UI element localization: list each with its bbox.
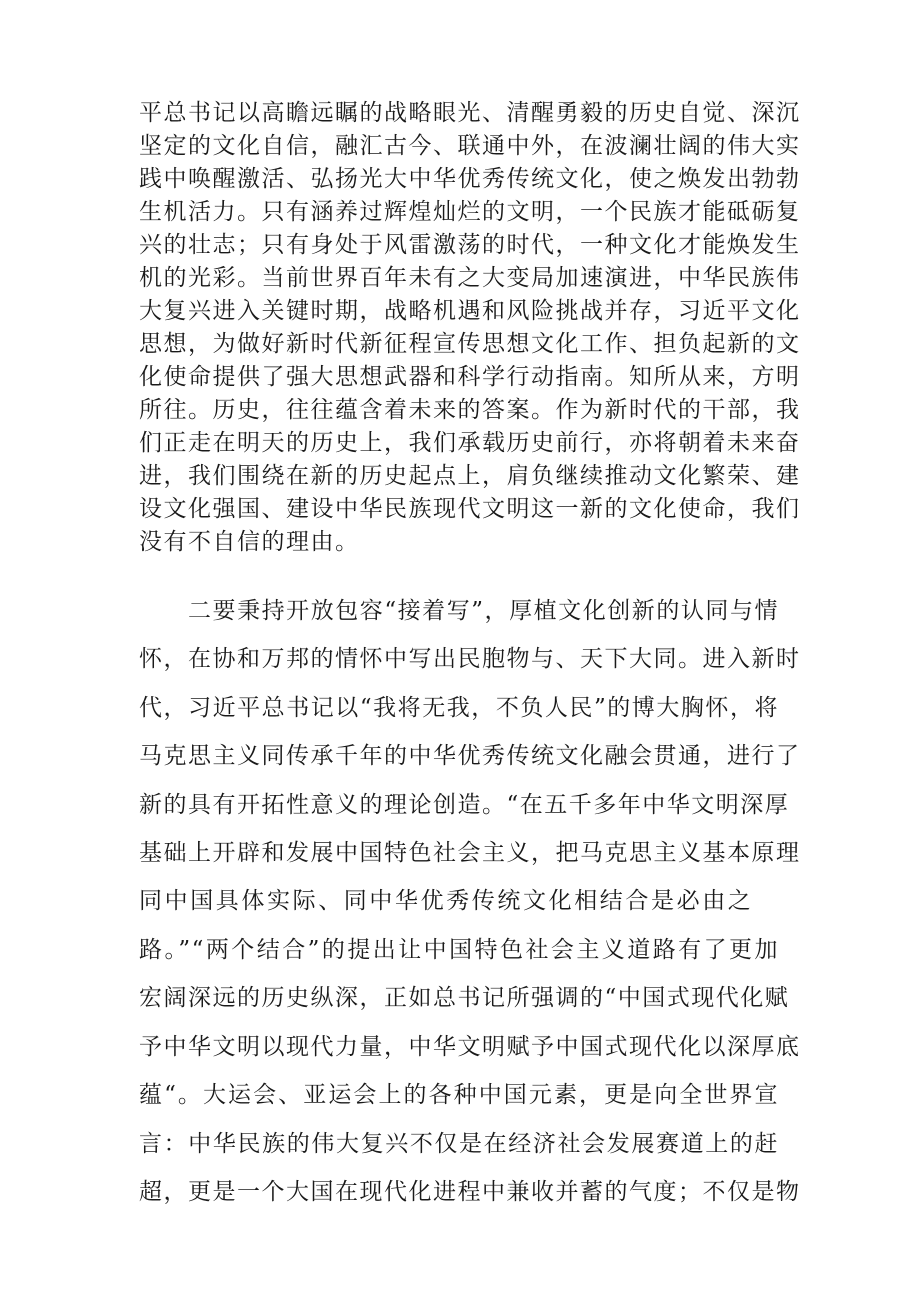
paragraph-2-line: 宏阔深远的历史纵深，正如总书记所强调的“中国式现代化赋 (139, 985, 790, 1011)
paragraph-2-line: 超，更是一个大国在现代化进程中兼收并蓄的气度；不仅是物 (139, 1179, 801, 1205)
paragraph-1-line: 兴的壮志；只有身处于风雷激荡的时代，一种文化才能焕发生 (139, 232, 801, 258)
paragraph-2-line: 怀，在协和万邦的情怀中写出民胞物与、天下大同。进入新时 (139, 646, 801, 672)
paragraph-1-line: 坚定的文化自信，融汇古今、联通中外，在波澜壮阔的伟大实 (139, 133, 801, 159)
paragraph-2-line: 路。”“两个结合”的提出让中国特色社会主义道路有了更加 (139, 937, 779, 963)
paragraph-2-line: 予中华文明以现代力量，中华文明赋予中国式现代化以深厚底 (139, 1034, 801, 1060)
paragraph-2-line: 言：中华民族的伟大复兴不仅是在经济社会发展赛道上的赶 (139, 1131, 779, 1157)
paragraph-1-line: 平总书记以高瞻远瞩的战略眼光、清醒勇毅的历史自觉、深沉 (139, 100, 801, 126)
paragraph-2-line: 代，习近平总书记以“我将无我，不负人民”的博大胸怀，将 (139, 695, 779, 721)
paragraph-1-line: 所往。历史，往往蕴含着未来的答案。作为新时代的干部，我 (139, 397, 801, 423)
paragraph-1-line: 机的光彩。当前世界百年未有之大变局加速演进，中华民族伟 (139, 265, 801, 291)
paragraph-1-line: 践中唤醒激活、弘扬光大中华优秀传统文化，使之焕发出勃勃 (139, 166, 801, 192)
paragraph-1-line: 思想，为做好新时代新征程宣传思想文化工作、担负起新的文 (139, 331, 801, 357)
paragraph-1-line: 们正走在明天的历史上，我们承载历史前行，亦将朝着未来奋 (139, 430, 801, 456)
paragraph-2-line: 蕴“。大运会、亚运会上的各种中国元素，更是向全世界宣 (139, 1082, 779, 1108)
paragraph-2-line: 同中国具体实际、同中华优秀传统文化相结合是必由之 (139, 888, 754, 914)
paragraph-2-line: 基础上开辟和发展中国特色社会主义，把马克思主义基本原理 (139, 840, 801, 866)
paragraph-2-line: 二要秉持开放包容“接着写”，厚植文化创新的认同与情 (188, 598, 779, 624)
paragraph-1-line: 生机活力。只有涵养过辉煌灿烂的文明，一个民族才能砥砺复 (139, 199, 801, 225)
paragraph-1-line: 设文化强国、建设中华民族现代文明这一新的文化使命，我们 (139, 496, 801, 522)
paragraph-1-line: 化使命提供了强大思想武器和科学行动指南。知所从来，方明 (139, 364, 801, 390)
paragraph-2-line: 新的具有开拓性意义的理论创造。“在五千多年中华文明深厚 (139, 792, 790, 818)
paragraph-2-line: 马克思主义同传承千年的中华优秀传统文化融会贯通，进行了 (139, 743, 801, 769)
paragraph-1-line: 大复兴进入关键时期，战略机遇和风险挑战并存，习近平文化 (139, 298, 801, 324)
paragraph-1-line: 进，我们围绕在新的历史起点上，肩负继续推动文化繁荣、建 (139, 463, 801, 489)
paragraph-1-line: 没有不自信的理由。 (139, 529, 360, 555)
